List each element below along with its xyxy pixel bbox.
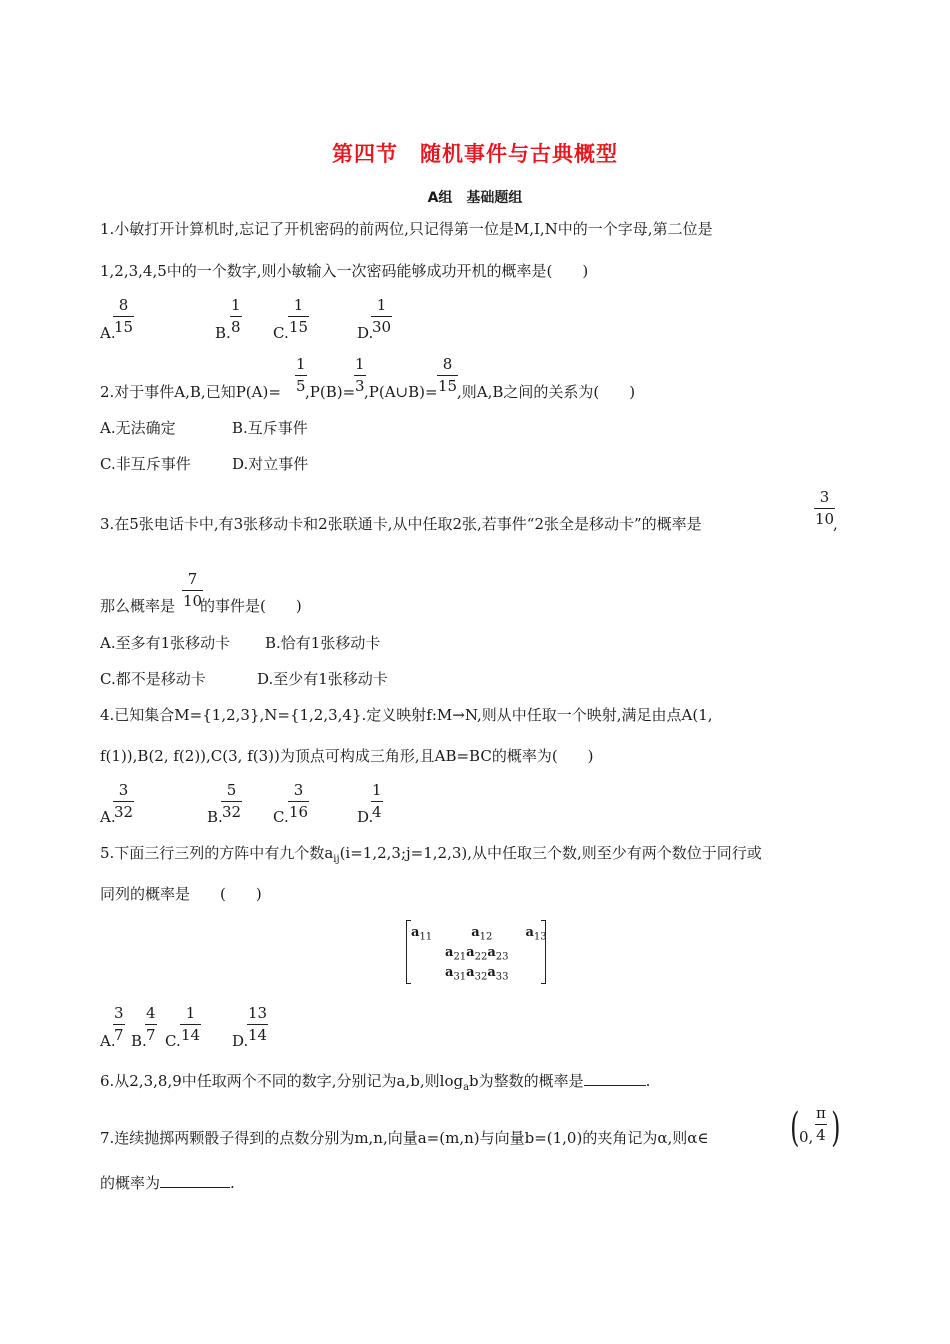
q4-option-a-fraction: $\frac{3}{32}$ [114,781,134,821]
q3-line2-text-a: 那么概率是 [100,597,176,615]
q5-line2: 同列的概率是 ( ) [100,885,262,903]
q4-option-d-fraction: $\frac{1}{4}$ [372,781,382,821]
q7-interval [790,1104,843,1151]
q3-option-a: A.至多有1张移动卡 [100,634,231,652]
q3-fraction-2: $\frac{7}{10}$ [183,570,203,610]
q4-option-c-label: C. [273,808,289,826]
q3-line1: 3.在5张电话卡中,有3张移动卡和2张联通卡,从中任取2张,若事件“2张全是移动卡”的概率是 [100,515,702,533]
q2-fraction-3: $\frac{8}{15}$ [438,355,458,395]
q5-option-b-label: B. [131,1032,147,1050]
q2-fraction-1: $\frac{1}{5}$ [296,355,306,395]
q7-line1: 7.连续抛掷两颗骰子得到的点数分别为m,n,向量a=(m,n)与向量b=(1,0)的夹角记为α,则α∈ [100,1129,709,1147]
interval-right-paren: ) [831,1105,841,1151]
q2-option-c: C.非互斥事件 [100,455,191,473]
matrix-row-2: $a_{21}a_{22}a_{23}$ [445,945,509,963]
q2-option-b: B.互斥事件 [232,419,308,437]
matrix [406,920,546,984]
q5-option-d-fraction: $\frac{13}{14}$ [248,1004,268,1044]
q4-option-c-fraction: $\frac{3}{16}$ [289,781,309,821]
q5-option-c-label: C. [165,1032,181,1050]
q1-line2: 1,2,3,4,5中的一个数字,则小敏输入一次密码能够成功开机的概率是( ) [100,262,589,280]
q6-answer-blank[interactable] [584,1071,646,1086]
q1-option-b-label: B. [215,324,231,342]
q2-fraction-2: $\frac{1}{3}$ [355,355,365,395]
interval-left-paren: ( [790,1105,800,1151]
q1-option-a-fraction: $\frac{8}{15}$ [114,296,134,336]
q3-comma: , [833,515,838,533]
q2-text-3: ,P(A∪B)= [364,383,438,401]
q4-option-b-fraction: $\frac{5}{32}$ [222,781,242,821]
q1-option-a-label: A. [100,324,116,342]
q1-option-b-fraction: $\frac{1}{8}$ [231,296,241,336]
q4-line2: f(1)),B(2, f(2)),C(3, f(3))为顶点可构成三角形,且AB=BC的概率为( ) [100,747,594,765]
q5-option-c-fraction: $\frac{1}{14}$ [181,1004,201,1044]
q7-line2: 的概率为 . [100,1174,235,1192]
q4-option-d-label: D. [357,808,374,826]
q3-option-b: B.恰有1张移动卡 [265,634,381,652]
matrix-row-3: $a_{31}a_{32}a_{33}$ [445,965,509,983]
q3-line2-text-b: 的事件是( ) [200,597,302,615]
q6-line: 6.从2,3,8,9中任取两个不同的数字,分别记为a,b,则$\log_ab$为整数的概率是 . [100,1072,651,1093]
q1-line1: 1.小敏打开计算机时,忘记了开机密码的前两位,只记得第一位是M,I,N中的一个字母,第二位是 [100,220,713,238]
q5-option-a-label: A. [100,1032,116,1050]
q5-option-a-fraction: $\frac{3}{7}$ [114,1004,124,1044]
q1-option-c-label: C. [273,324,289,342]
q7-answer-blank[interactable] [160,1173,230,1188]
interval-left-value: 0, [799,1128,814,1146]
q5-line1: 5.下面三行三列的方阵中有九个数$a_{ij}(i=1,2,3;j=1,2,3)$,从中任取三个数,则至少有两个数位于同行或 [100,844,762,865]
q5-option-b-fraction: $\frac{4}{7}$ [146,1004,156,1044]
group-title: A组 基础题组 [427,190,523,206]
q4-line1: 4.已知集合M={1,2,3},N={1,2,3,4}.定义映射f:M→N,则从中任取一个映射,满足由点A(1, [100,706,713,724]
q1-option-d-fraction: $\frac{1}{30}$ [372,296,392,336]
q2-text-4: ,则A,B之间的关系为( ) [457,383,636,401]
q4-option-b-label: B. [207,808,223,826]
matrix-row-1: $a_{11}$ $a_{12}$ $a_{13}$ [411,925,547,943]
q2-text-1: 2.对于事件A,B,已知P(A)= [100,383,281,401]
section-title: 第四节 随机事件与古典概型 [332,142,618,166]
q2-option-d: D.对立事件 [232,455,309,473]
q3-option-c: C.都不是移动卡 [100,670,206,688]
interval-fraction: $\frac{\pi}{4}$ [816,1104,826,1144]
q3-option-d: D.至少有1张移动卡 [257,670,388,688]
q4-option-a-label: A. [100,808,116,826]
q2-text-2: ,P(B)= [305,383,356,401]
q3-fraction-1: $\frac{3}{10}$ [815,488,835,528]
q2-option-a: A.无法确定 [100,419,176,437]
q5-option-d-label: D. [232,1032,249,1050]
q1-option-d-label: D. [357,324,374,342]
q1-option-c-fraction: $\frac{1}{15}$ [289,296,309,336]
